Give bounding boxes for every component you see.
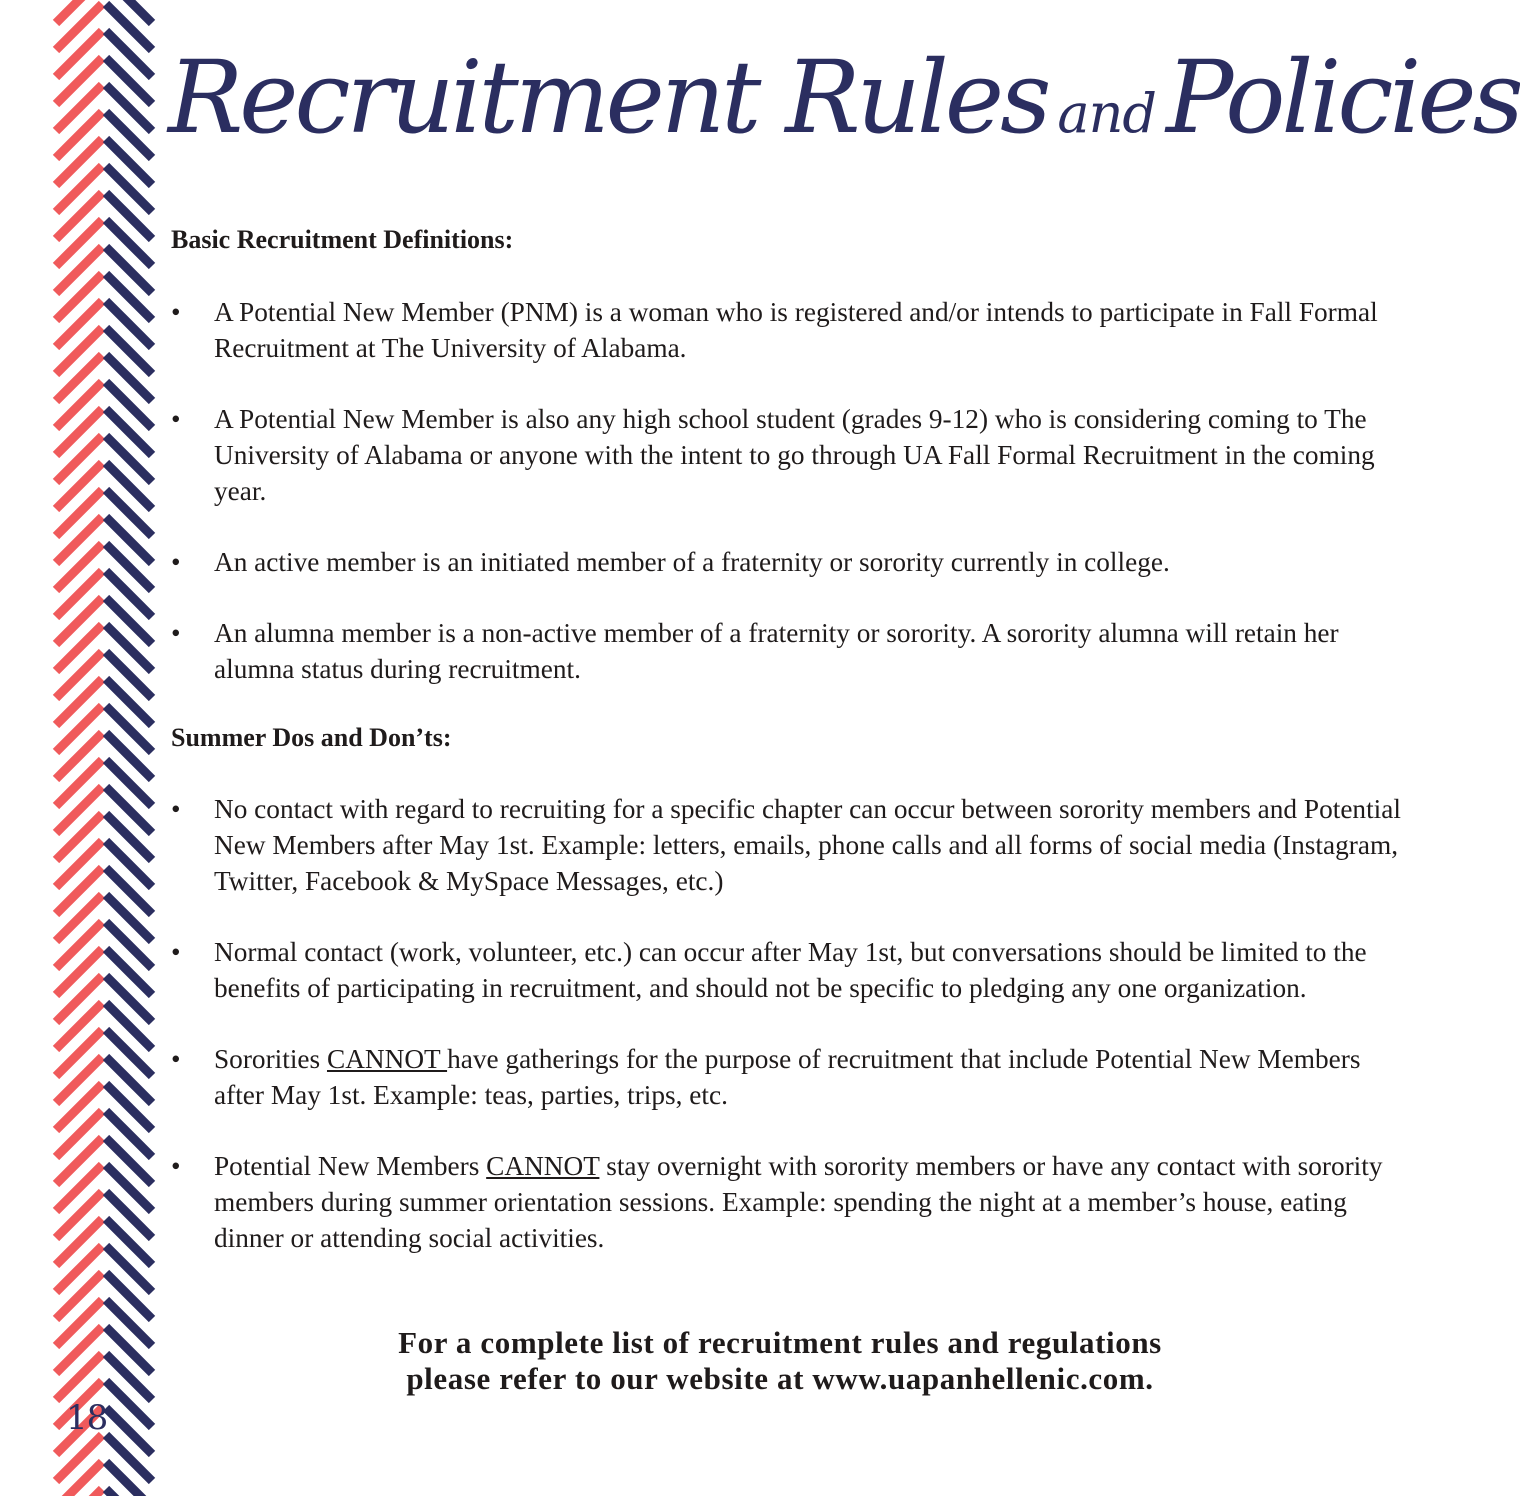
list-item bbox=[171, 294, 1401, 366]
list-item bbox=[171, 934, 1401, 1006]
website-note-line-2: please refer to our website at www.uapanhellenic.com. bbox=[406, 1361, 1154, 1396]
bullet-icon: • bbox=[171, 404, 181, 434]
title-part-1: Recruitment Rules bbox=[168, 39, 1048, 156]
chevron-border-decoration bbox=[0, 0, 160, 1496]
list-item bbox=[171, 1148, 1401, 1256]
list-item-text bbox=[214, 1044, 1360, 1110]
list-item-text bbox=[214, 1151, 1383, 1253]
bullet-icon: • bbox=[171, 794, 181, 824]
list-item-text-pre: Sororities bbox=[214, 1044, 327, 1074]
list-item-text-pre: Potential New Members bbox=[214, 1151, 487, 1181]
list-item-text: Normal contact (work, volunteer, etc.) can occur after May 1st, but conversations should be limited to the benefits of participating in recruitment, and should not be specific to pledging any one organization. bbox=[214, 937, 1367, 1003]
emphasis-cannot: CANNOT bbox=[486, 1151, 600, 1181]
list-item-text: An active member is an initiated member of a fraternity or sorority currently in college. bbox=[214, 547, 1170, 577]
title-part-2: and bbox=[1057, 82, 1156, 145]
summer-dos-list bbox=[171, 791, 1401, 1256]
bullet-icon: • bbox=[171, 618, 181, 648]
page-number: 18 bbox=[66, 1398, 108, 1438]
list-item-text: An alumna member is a non-active member of a fraternity or sorority. A sorority alumna will retain her alumna status during recruitment. bbox=[214, 618, 1339, 684]
list-item bbox=[171, 615, 1401, 687]
basic-definitions-heading: Basic Recruitment Definitions: bbox=[171, 225, 514, 254]
basic-definitions-list bbox=[171, 294, 1401, 687]
bullet-icon: • bbox=[171, 297, 181, 327]
list-item-text: A Potential New Member (PNM) is a woman who is registered and/or intends to participate in Fall Formal Recruitment at The University of Alabama. bbox=[214, 297, 1378, 363]
bullet-icon: • bbox=[171, 1151, 181, 1181]
list-item-text-post: stay overnight with sorority members or have any contact with sorority members during summer orientation sessions. Example: spending the night at a member’s house, eating dinner or attending social activities. bbox=[214, 1151, 1383, 1253]
list-item bbox=[171, 791, 1401, 899]
list-item-text-post: have gatherings for the purpose of recruitment that include Potential New Members after May 1st. Example: teas, parties, trips, etc. bbox=[214, 1044, 1361, 1110]
list-item bbox=[171, 544, 1401, 580]
bullet-icon: • bbox=[171, 1044, 181, 1074]
website-note-line-1: For a complete list of recruitment rules and regulations bbox=[398, 1325, 1162, 1360]
bullet-icon: • bbox=[171, 547, 181, 577]
bullet-icon: • bbox=[171, 937, 181, 967]
page-title bbox=[168, 39, 1520, 208]
title-part-3: Policies bbox=[1165, 39, 1520, 156]
list-item-text: A Potential New Member is also any high school student (grades 9-12) who is considering coming to The University of Alabama or anyone with the intent to go through UA Fall Formal Recruitment in the coming year. bbox=[214, 404, 1375, 506]
list-item bbox=[171, 1041, 1401, 1113]
website-note bbox=[200, 1325, 1360, 1397]
list-item bbox=[171, 401, 1401, 509]
summer-dos-heading: Summer Dos and Don’ts: bbox=[171, 723, 452, 752]
emphasis-cannot: CANNOT bbox=[326, 1044, 448, 1074]
list-item-text: No contact with regard to recruiting for a specific chapter can occur between sorority members and Potential New Members after May 1st. Example: letters, emails, phone calls and all forms of social media (Instagram, Twitter, Facebook & MySpace Messages, etc.) bbox=[214, 794, 1401, 896]
